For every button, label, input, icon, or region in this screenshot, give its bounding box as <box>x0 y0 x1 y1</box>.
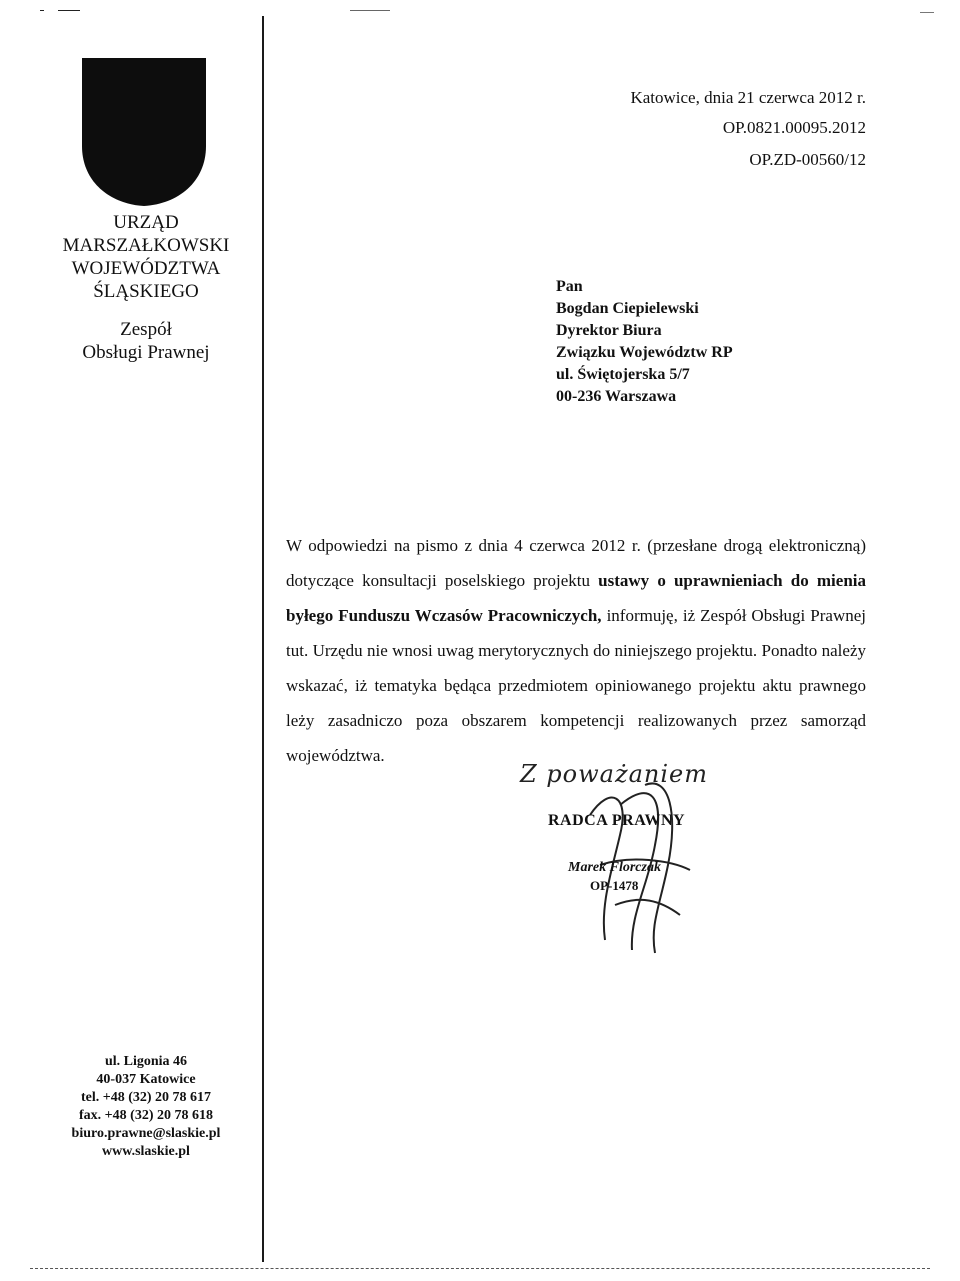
recipient-line: Dyrektor Biura <box>556 322 662 339</box>
recipient-line: 00-236 Warszawa <box>556 388 677 405</box>
office-line: URZĄD <box>113 212 179 233</box>
address-line: 40-037 Katowice <box>96 1072 196 1087</box>
department-name <box>40 318 252 364</box>
stamp-id: OP-1478 <box>590 878 639 893</box>
office-line: MARSZAŁKOWSKI <box>62 235 230 256</box>
scan-noise <box>920 12 934 13</box>
recipient-line: Związku Województw RP <box>556 344 733 361</box>
reference-number: OP.ZD-00560/12 <box>749 150 866 169</box>
recipient-line: Bogdan Ciepielewski <box>556 300 699 317</box>
place-date: Katowice, dnia 21 czerwca 2012 r. <box>630 88 866 107</box>
recipient-line: Pan <box>556 278 583 295</box>
scan-noise <box>350 10 390 11</box>
body-text: informuję, iż Zespół Obsługi Prawnej tut. Urzędu nie wnosi uwag merytorycznych do niniejszego projektu. Ponadto należy wskazać, iż tematyka będąca przedmiotem opiniowanego projektu aktu prawnego leży zasadniczo poza obszarem kompetencji realizowanych przez samorząd województwa. <box>286 606 866 765</box>
recipient-line: ul. Świętojerska 5/7 <box>556 366 690 383</box>
address-line: tel. +48 (32) 20 78 617 <box>80 1090 212 1105</box>
office-line: WOJEWÓDZTWA <box>71 258 221 279</box>
scan-noise <box>58 10 80 11</box>
stamp-title: RADCA PRAWNY <box>548 812 686 829</box>
scan-edge <box>30 1268 930 1269</box>
recipient-address <box>556 276 886 408</box>
address-line: fax. +48 (32) 20 78 618 <box>79 1108 213 1123</box>
reference-number: OP.0821.00095.2012 <box>722 118 866 137</box>
scan-noise <box>40 10 44 11</box>
letter-body <box>286 528 866 773</box>
crest-icon <box>82 58 206 206</box>
sender-address <box>40 1053 252 1161</box>
bill-title: ustawy o uprawnieniach do mienia byłego Funduszu Wczasów Pracowniczych, <box>286 571 866 625</box>
stamp-name: Marek Florczak <box>568 860 661 875</box>
department-line: Zespół <box>120 319 172 340</box>
department-line: Obsługi Prawnej <box>82 342 210 363</box>
body-text: W odpowiedzi na pismo z dnia 4 czerwca 2012 r. (przesłane drogą elektroniczną) dotyczące konsultacji poselskiego projektu <box>286 536 866 590</box>
address-line: ul. Ligonia 46 <box>104 1054 188 1069</box>
handwritten-closing: Z poważaniem <box>520 760 709 788</box>
address-line: biuro.prawne@slaskie.pl <box>71 1126 221 1141</box>
office-name <box>40 211 252 303</box>
office-line: ŚLĄSKIEGO <box>93 281 199 302</box>
margin-divider <box>262 16 264 1262</box>
address-line: www.slaskie.pl <box>102 1144 190 1159</box>
